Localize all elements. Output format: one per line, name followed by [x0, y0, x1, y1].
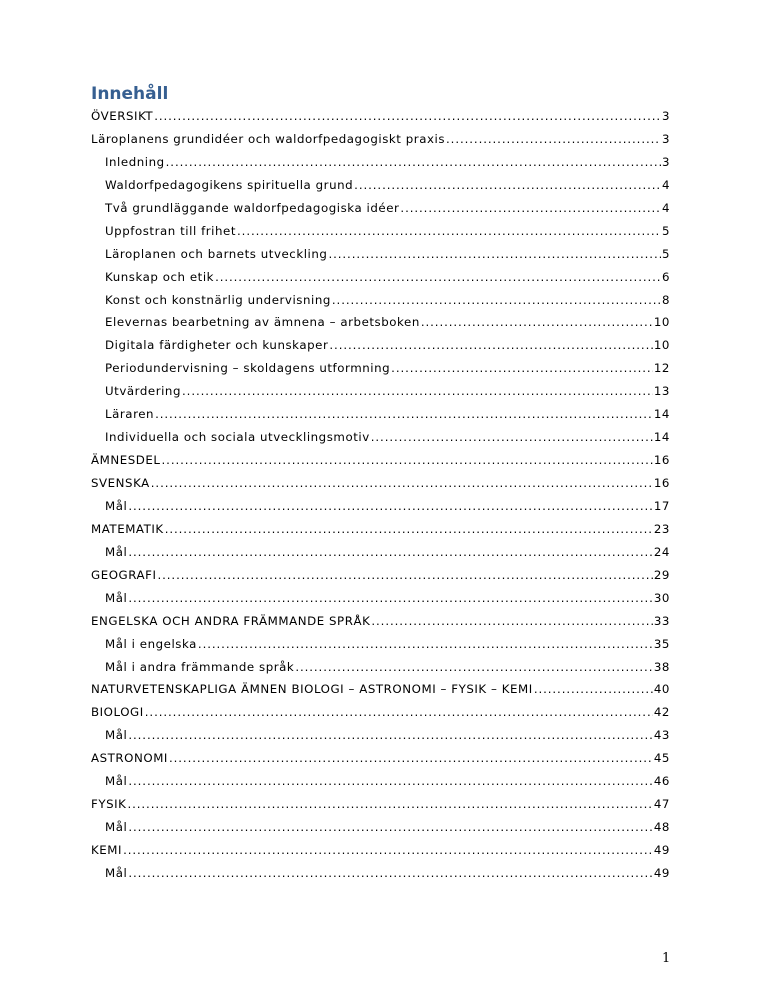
toc-entry[interactable]: [91, 453, 670, 476]
toc-dot-leader: [128, 591, 653, 605]
toc-entry-label: Periodundervisning – skoldagens utformning: [105, 361, 391, 376]
toc-entry-page: 43: [653, 728, 670, 743]
toc-entry-label: Mål: [105, 590, 128, 605]
toc-entry[interactable]: [91, 682, 670, 705]
toc-entry[interactable]: [91, 155, 670, 178]
toc-entry[interactable]: [91, 660, 670, 683]
toc-entry[interactable]: [91, 270, 670, 293]
toc-entry-label: Mål: [105, 865, 128, 880]
toc-entry-label: Mål: [105, 774, 128, 789]
toc-entry-label: Mål: [105, 820, 128, 835]
toc-entry-label: ASTRONOMI: [91, 751, 168, 766]
toc-dot-leader: [128, 866, 653, 880]
toc-dot-leader: [162, 453, 653, 467]
toc-entry-label: Mål i andra främmande språk: [105, 659, 295, 674]
toc-entry-label: Inledning: [105, 154, 165, 169]
toc-entry-label: Mål: [105, 498, 128, 513]
toc-entry-page: 45: [653, 751, 670, 766]
toc-dot-leader: [182, 384, 653, 398]
toc-entry[interactable]: [91, 591, 670, 614]
toc-entry-label: Mål i engelska: [105, 636, 197, 651]
toc-entry-label: MATEMATIK: [91, 521, 164, 536]
toc-entry-label: ENGELSKA OCH ANDRA FRÄMMANDE SPRÅK: [91, 613, 371, 628]
toc-dot-leader: [157, 568, 652, 582]
toc-dot-leader: [154, 109, 661, 123]
toc-entry-page: 8: [661, 292, 670, 307]
toc-dot-leader: [354, 178, 661, 192]
toc-entry[interactable]: [91, 614, 670, 637]
toc-entry[interactable]: [91, 476, 670, 499]
toc-dot-leader: [371, 430, 653, 444]
toc-entry-label: ÄMNESDEL: [91, 453, 161, 468]
toc-dot-leader: [534, 682, 653, 696]
toc-entry-page: 3: [661, 154, 670, 169]
toc-entry-page: 10: [653, 338, 670, 353]
toc-entry-page: 4: [661, 200, 670, 215]
toc-entry[interactable]: [91, 728, 670, 751]
toc-entry-page: 6: [661, 269, 670, 284]
toc-entry-page: 33: [653, 613, 670, 628]
toc-entry[interactable]: [91, 132, 670, 155]
toc-dot-leader: [128, 820, 653, 834]
toc-entry[interactable]: [91, 338, 670, 361]
toc-dot-leader: [145, 705, 653, 719]
toc-entry-page: 30: [653, 590, 670, 605]
toc-dot-leader: [215, 270, 661, 284]
toc-dot-leader: [391, 361, 653, 375]
toc-entry-page: 10: [653, 315, 670, 330]
toc-entry-label: Individuella och sociala utvecklingsmotiv: [105, 430, 370, 445]
toc-entry-page: 40: [653, 682, 670, 697]
toc-dot-leader: [128, 774, 653, 788]
toc-entry-page: 13: [653, 384, 670, 399]
toc-entry[interactable]: [91, 545, 670, 568]
toc-entry-page: 3: [661, 131, 670, 146]
toc-entry-label: GEOGRAFI: [91, 567, 157, 582]
toc-entry-page: 16: [653, 453, 670, 468]
toc-entry-page: 29: [653, 567, 670, 582]
toc-dot-leader: [127, 797, 652, 811]
toc-entry-label: Konst och konstnärlig undervisning: [105, 292, 331, 307]
toc-entry-label: Läraren: [105, 407, 155, 422]
toc-entry[interactable]: [91, 637, 670, 660]
toc-dot-leader: [155, 407, 653, 421]
toc-entry[interactable]: [91, 499, 670, 522]
toc-dot-leader: [328, 247, 660, 261]
toc-entry[interactable]: [91, 797, 670, 820]
toc-dot-leader: [237, 224, 661, 238]
toc-dot-leader: [166, 155, 661, 169]
toc-entry-page: 49: [653, 843, 670, 857]
toc-entry-page: 24: [653, 544, 670, 559]
toc-entry[interactable]: [91, 568, 670, 591]
toc-entry[interactable]: [91, 705, 670, 728]
toc-entry-page: 17: [653, 498, 670, 513]
toc-dot-leader: [165, 522, 653, 536]
toc-entry[interactable]: [91, 178, 670, 201]
toc-dot-leader: [332, 293, 661, 307]
toc-dot-leader: [371, 614, 653, 628]
toc-entry-label: NATURVETENSKAPLIGA ÄMNEN BIOLOGI – ASTRONOMI – FYSIK – KEMI: [91, 682, 533, 697]
toc-entry[interactable]: [91, 430, 670, 453]
toc-entry-label: Kunskap och etik: [105, 269, 215, 284]
table-of-contents: [91, 109, 670, 889]
toc-entry-label: Digitala färdigheter och kunskaper: [105, 338, 329, 353]
toc-dot-leader: [446, 132, 661, 146]
toc-entry-page: 4: [661, 177, 670, 192]
toc-entry[interactable]: [91, 866, 670, 889]
toc-entry[interactable]: [91, 522, 670, 545]
toc-entry-label: Två grundläggande waldorfpedagogiska idéer: [105, 200, 400, 215]
toc-entry-page: 23: [653, 521, 670, 536]
toc-entry-label: Uppfostran till frihet: [105, 223, 237, 238]
toc-entry[interactable]: [91, 384, 670, 407]
toc-entry-page: 12: [653, 361, 670, 376]
toc-entry-page: 46: [653, 774, 670, 789]
toc-dot-leader: [128, 728, 653, 742]
toc-entry-page: 14: [653, 407, 670, 422]
toc-entry-page: 3: [661, 109, 670, 123]
toc-entry-page: 5: [661, 223, 670, 238]
toc-entry[interactable]: [91, 109, 670, 132]
toc-entry[interactable]: [91, 315, 670, 338]
toc-title: Innehåll: [91, 84, 169, 104]
toc-dot-leader: [128, 499, 653, 513]
page-number: 1: [662, 951, 671, 966]
toc-entry-page: 48: [653, 820, 670, 835]
toc-entry-label: ÖVERSIKT: [91, 109, 154, 123]
toc-entry-page: 49: [653, 865, 670, 880]
toc-dot-leader: [169, 751, 653, 765]
toc-dot-leader: [198, 637, 653, 651]
toc-entry-page: 47: [653, 797, 670, 812]
toc-dot-leader: [329, 338, 652, 352]
toc-entry-label: Mål: [105, 728, 128, 743]
toc-entry-label: KEMI: [91, 843, 123, 857]
toc-entry-page: 42: [653, 705, 670, 720]
toc-entry-label: Elevernas bearbetning av ämnena – arbetsboken: [105, 315, 420, 330]
toc-entry-label: SVENSKA: [91, 476, 150, 490]
toc-entry[interactable]: [91, 820, 670, 843]
toc-dot-leader: [421, 315, 653, 329]
toc-entry-label: Mål: [105, 544, 128, 559]
toc-entry-page: 38: [653, 659, 670, 674]
toc-entry[interactable]: [91, 224, 670, 247]
toc-entry-label: BIOLOGI: [91, 705, 144, 720]
toc-entry[interactable]: [91, 247, 670, 270]
toc-dot-leader: [123, 843, 653, 857]
toc-dot-leader: [151, 476, 653, 490]
toc-dot-leader: [295, 660, 653, 674]
toc-entry[interactable]: [91, 843, 670, 866]
toc-entry-label: Waldorfpedagogikens spirituella grund: [105, 177, 354, 192]
toc-entry-label: Utvärdering: [105, 384, 182, 399]
toc-entry-label: Läroplanen och barnets utveckling: [105, 246, 328, 261]
toc-entry-page: 16: [653, 476, 670, 490]
toc-entry[interactable]: [91, 774, 670, 797]
toc-entry[interactable]: [91, 361, 670, 384]
toc-dot-leader: [128, 545, 653, 559]
toc-entry[interactable]: [91, 407, 670, 430]
toc-entry[interactable]: [91, 201, 670, 224]
toc-dot-leader: [400, 201, 661, 215]
toc-entry-label: Läroplanens grundidéer och waldorfpedagogiskt praxis: [91, 131, 446, 146]
toc-entry[interactable]: [91, 751, 670, 774]
toc-entry-page: 5: [661, 246, 670, 261]
toc-entry-page: 14: [653, 430, 670, 445]
toc-entry-page: 35: [653, 636, 670, 651]
toc-entry[interactable]: [91, 293, 670, 316]
toc-entry-label: FYSIK: [91, 797, 127, 812]
